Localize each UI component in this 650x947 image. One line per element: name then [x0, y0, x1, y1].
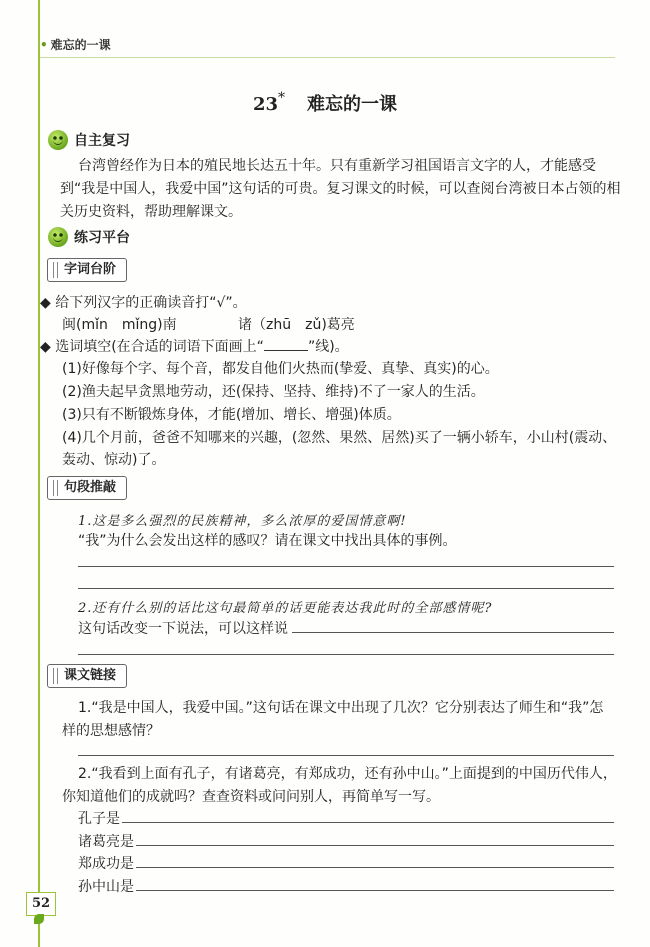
person-konzi: 孔子是 [78, 811, 120, 827]
tag-sentences: 句段推敲 [47, 476, 127, 500]
answer-line[interactable] [78, 588, 614, 589]
answer-line[interactable] [136, 845, 614, 846]
links-q2-line-1: 2.“我看到上面有孔子，有诸葛亮，有郑成功，还有孙中山。”上面提到的中国历代伟人， [78, 766, 617, 782]
person-zhugeliang: 诸葛亮是 [78, 834, 134, 850]
running-title: 难忘的一课 [50, 38, 111, 52]
smiley-icon [48, 130, 68, 150]
words-q1-item-2: 诸（zhū zǔ)葛亮 [238, 317, 355, 333]
sentences-q1-text: “我”为什么会发出这样的感叹？请在课文中找出具体的事例。 [78, 533, 457, 549]
answer-line[interactable] [136, 867, 614, 868]
leaf-icon [34, 914, 44, 924]
underline-blank [264, 338, 308, 351]
review-line-2: 到“我是中国人，我爱中国”这句话的可贵。复习课文的时候，可以查阅台湾被日本占领的相 [60, 181, 621, 197]
answer-line[interactable] [122, 822, 614, 823]
sentences-q2-quote: 2.还有什么别的话比这句最简单的话更能表达我此时的全部感情呢? [78, 601, 493, 616]
review-heading-label: 自主复习 [74, 133, 130, 149]
links-q1-line-1: 1.“我是中国人，我爱中国。”这句话在课文中出现了几次？它分别表达了师生和“我”怎 [78, 700, 604, 716]
person-zhengchenggong: 郑成功是 [78, 856, 134, 872]
words-q1: ◆ 给下列汉字的正确读音打“√”。 [40, 295, 247, 311]
words-q2 [40, 336, 349, 356]
sentences-q1-quote: 1.这是多么强烈的民族精神，多么浓厚的爱国情意啊! [78, 514, 407, 529]
tag-words: 字词台阶 [47, 258, 127, 282]
review-line-3: 关历史资料，帮助理解课文。 [60, 204, 242, 220]
section-practice-heading [48, 227, 130, 247]
answer-line[interactable] [136, 890, 614, 891]
lesson-title: 难忘的一课 [307, 94, 398, 115]
links-q1-line-2: 样的思想感情？ [62, 723, 160, 739]
words-q2-item-1: (1)好像每个字、每个音，都发自他们火热而(挚爱、真挚、真实)的心。 [62, 361, 499, 377]
section-review-heading [48, 130, 130, 150]
links-q2-line-2: 你知道他们的成就吗？查查资料或问问别人，再简单写一写。 [62, 789, 440, 805]
lesson-star: * [278, 90, 286, 106]
words-q2-item-5: 轰动、惊动)了。 [62, 452, 166, 468]
words-q2-item-2: (2)渔夫起早贪黑地劳动，还(保持、坚持、维持)不了一家人的生活。 [62, 384, 485, 400]
answer-line[interactable] [78, 755, 614, 756]
tag-links: 课文链接 [47, 664, 127, 688]
words-q2-suffix: ”线)。 [307, 339, 349, 355]
words-q2-item-3: (3)只有不断锻炼身体，才能(增加、增长、增强)体质。 [62, 407, 401, 423]
margin-line [38, 0, 40, 947]
practice-heading-label: 练习平台 [74, 230, 130, 246]
answer-line[interactable] [292, 632, 614, 633]
sentences-q2-text: 这句话改变一下说法，可以这样说 [78, 621, 288, 637]
review-line-1: 台湾曾经作为日本的殖民地长达五十年。只有重新学习祖国语言文字的人，才能感受 [78, 158, 596, 174]
header-divider [40, 57, 615, 58]
smiley-icon [48, 227, 68, 247]
page-title [0, 90, 650, 116]
running-header [40, 36, 111, 53]
answer-line[interactable] [78, 566, 614, 567]
person-sunzhongshan: 孙中山是 [78, 879, 134, 895]
words-q2-item-4: (4)几个月前，爸爸不知哪来的兴趣，(忽然、果然、居然)买了一辆小轿车，小山村(震动、 [62, 430, 617, 446]
answer-line[interactable] [78, 654, 614, 655]
bullet-icon: • [40, 38, 48, 52]
words-q2-prefix: ◆ 选词填空(在合适的词语下面画上“ [40, 339, 264, 355]
lesson-number: 23 [252, 94, 279, 115]
page-number: 52 [26, 892, 56, 916]
words-q1-item-1: 闽(mǐn mǐng)南 [62, 317, 177, 333]
